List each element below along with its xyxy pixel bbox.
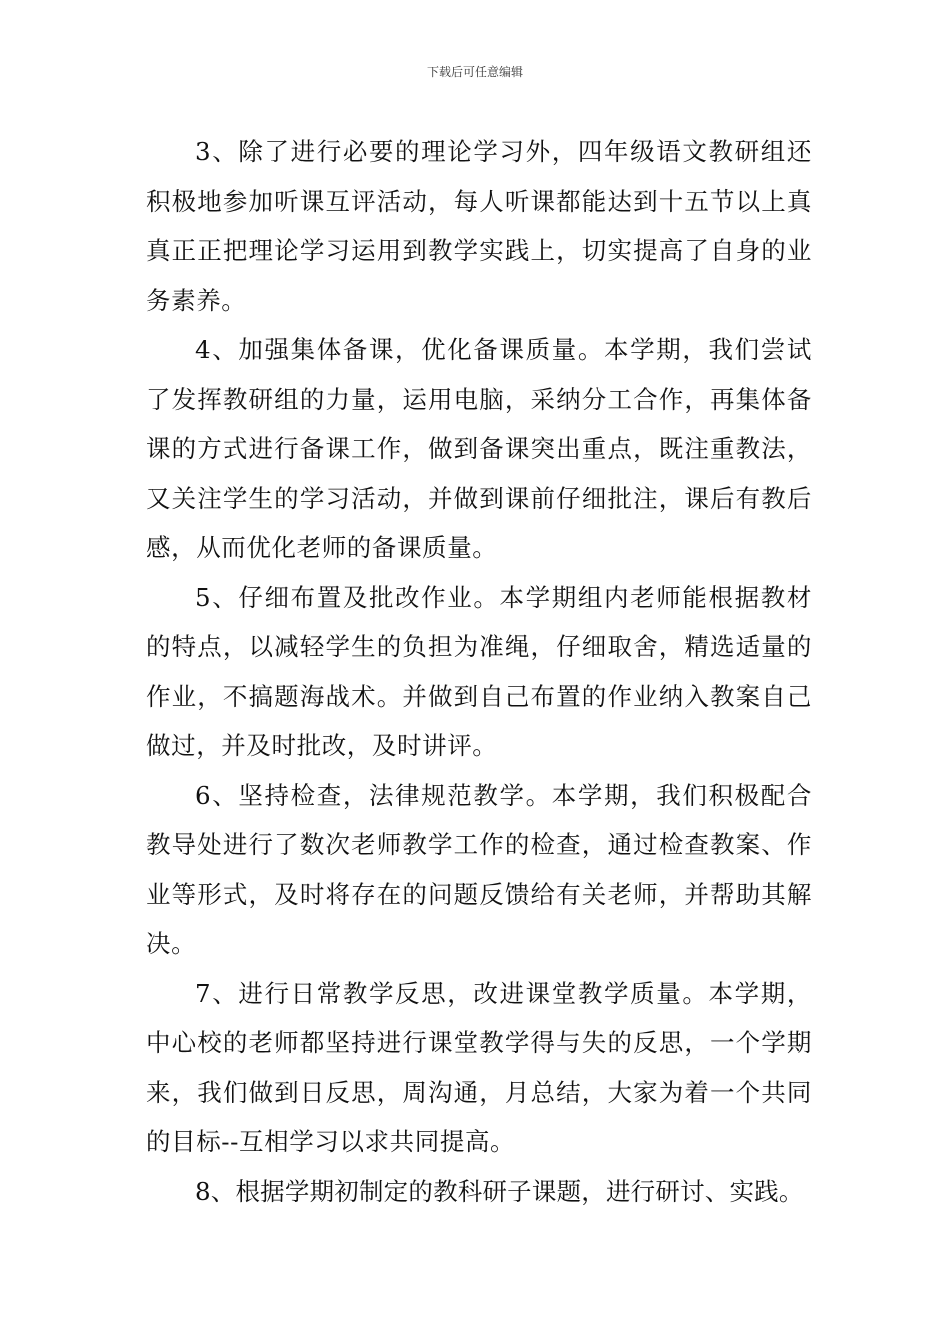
- paragraph-7: 7、进行日常教学反思，改进课堂教学质量。本学期，中心校的老师都坚持进行课堂教学得与失的反思，一个学期来，我们做到日反思，周沟通，月总结，大家为着一个共同的目标--互相学习以求共同提高。: [146, 978, 812, 1156]
- document-body: [146, 127, 812, 1216]
- page-header: 下载后可任意编辑: [426, 65, 523, 79]
- paragraph-3: 3、除了进行必要的理论学习外，四年级语文教研组还积极地参加听课互评活动，每人听课都能达到十五节以上真真正正把理论学习运用到教学实践上，切实提高了自身的业务素养。: [146, 137, 812, 315]
- paragraph-6: 6、坚持检查，法律规范教学。本学期，我们积极配合教导处进行了数次老师教学工作的检查，通过检查教案、作业等形式，及时将存在的问题反馈给有关老师，并帮助其解决。: [146, 780, 812, 958]
- paragraph-4: 4、加强集体备课，优化备课质量。本学期，我们尝试了发挥教研组的力量，运用电脑，采纳分工合作，再集体备课的方式进行备课工作，做到备课突出重点，既注重教法，又关注学生的学习活动，并做到课前仔细批注，课后有教后感，从而优化老师的备课质量。: [146, 335, 812, 562]
- paragraph-8: 8、根据学期初制定的教科研子课题，进行研讨、实践。: [195, 1176, 804, 1206]
- paragraph-5: 5、仔细布置及批改作业。本学期组内老师能根据教材的特点，以减轻学生的负担为准绳，仔细取舍，精选适量的作业，不搞题海战术。并做到自己布置的作业纳入教案自己做过，并及时批改，及时讲评。: [146, 582, 812, 760]
